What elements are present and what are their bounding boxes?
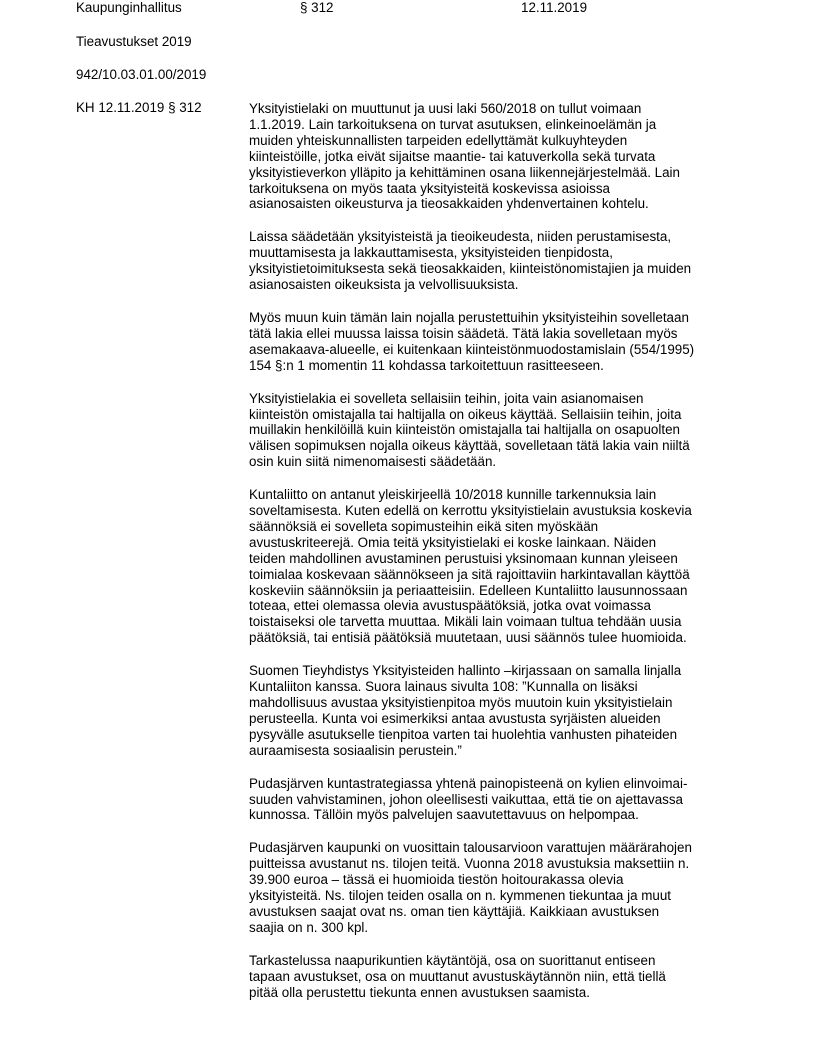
text-line: Kuntaliiton kanssa. Suora lainaus sivulta 108: ”Kunnalla on lisäksi [249,679,638,695]
text-line: toimialaa koskevaan säännökseen ja sitä rajoittaviin harkintavallan käyttöä [249,566,690,582]
text-line: koskeviin säännöksiin ja periaatteisiin. Edelleen Kuntaliitto lausunnossaan [249,582,688,598]
text-line: toistaiseksi ole tarvetta muuttaa. Mikäli lain voimaan tultua tehdään uusia [249,614,682,630]
body-paragraph [249,310,749,374]
text-line: Suomen Tieyhdistys Yksityisteiden hallinto –kirjassaan on samalla linjalla [249,663,682,679]
body-paragraph [249,953,749,1001]
text-line: välisen sopimuksen nojalla oikeus käyttää, sovelletaan tätä lakia vain niiltä [249,438,690,454]
text-line: Laissa säädetään yksityisteistä ja tieoikeudesta, niiden perustamisesta, [249,229,672,245]
body-paragraph [249,776,749,824]
body-text [249,101,749,1018]
text-line: Tarkastelussa naapurikuntien käytäntöjä, osa on suorittanut entiseen [249,952,656,968]
text-line: teiden mahdollinen avustaminen perustuisi yksinomaan kunnan yleiseen [249,550,678,566]
text-line: mahdollisuus avustaa yksityistienpitoa myös muutoin kuin yksityistielain [249,695,673,710]
text-line: suuden vahvistaminen, johon oleellisesti vaikuttaa, että tie on ajettavassa [249,791,683,807]
text-line: kiinteistöille, jotka eivät sijaitse maantie- tai katuverkolla sekä turvata [249,148,656,164]
text-line: Myös muun kuin tämän lain nojalla perustettuihin yksityisteihin sovelletaan [249,309,689,325]
text-line: saajia on n. 300 kpl. [249,919,369,935]
text-line: Yksityistielaki on muuttunut ja uusi laki 560/2018 on tullut voimaan [249,101,642,116]
text-line: tapaan avustukset, osa on muuttanut avustuskäytännön niin, että tiellä [249,968,666,984]
text-line: tarkoituksena on myös taata yksityisteitä koskevissa asioissa [249,180,610,196]
text-line: muillakin henkilöillä kuin kiinteistön omistajalla tai haltijalla on osapuolten [249,422,680,438]
text-line: pysyvälle asutukselle tienpitoa varten tai huolehtia vanhusten pihateiden [249,726,678,742]
text-line: asianosaisten oikeusturva ja tieosakkaiden yhdenvertainen kohtelu. [249,196,649,212]
header-date: 12.11.2019 [521,0,588,15]
text-line: yksityisteitä. Ns. tilojen teiden osalla on n. kymmenen tiekuntaa ja muut [249,888,672,904]
text-line: säännöksiä ei sovelleta sopimusteihin eikä siten myöskään [249,518,599,534]
text-line: avustuksen saajat ovat ns. oman tien käyttäjiä. Kaikkiaan avustuksen [249,903,660,919]
body-paragraph [249,663,749,758]
body-paragraph [249,487,749,646]
body-paragraph [249,840,749,935]
subject-title: Tieavustukset 2019 [76,34,192,49]
text-line: Pudasjärven kaupunki on vuosittain talousarvioon varattujen määrärahojen [249,840,692,856]
body-paragraph [249,101,749,212]
text-line: päätöksiä, tai entisiä päätöksiä muutetaan, uusi säännös tulee huomioida. [249,630,687,646]
text-line: Pudasjärven kuntastrategiassa yhtenä painopisteenä on kylien elinvoimai- [249,775,688,791]
text-line: kunnossa. Tällöin myös palvelujen saavutettavuus on helpompaa. [249,807,639,823]
header-section-number: § 312 [300,0,334,15]
header-body-name: Kaupunginhallitus [76,0,182,15]
text-line: soveltamisesta. Kuten edellä on kerrottu yksityistielain avustuksia koskevia [249,503,692,519]
text-line: avustuskriteerejä. Omia teitä yksityistielaki ei koske lainkaan. Näiden [249,534,657,550]
text-line: 39.900 euroa – tässä ei huomioida tiestön hoitourakassa olevia [249,872,624,888]
text-line: Kuntaliitto on antanut yleiskirjeellä 10/2018 kunnille tarkennuksia lain [249,487,657,503]
text-line: kiinteistön omistajalla tai haltijalla on oikeus käyttää. Sellaisiin teihin, joita [249,406,682,422]
text-line: perusteella. Kunta voi esimerkiksi antaa avustusta syrjäisten alueiden [249,710,661,726]
text-line: muuttamisesta ja lakkauttamisesta, yksityisteiden tienpidosta, [249,245,613,261]
text-line: tätä lakia ellei muussa laissa toisin säädetä. Tätä lakia sovelletaan myös [249,325,678,341]
body-paragraph [249,391,749,471]
text-line: 154 §:n 1 momentin 11 kohdassa tarkoitettuun rasitteeseen. [249,357,604,373]
text-line: asianosaisten oikeuksista ja velvollisuuksista. [249,277,519,293]
text-line: auraamisesta sosiaalisin perustein.” [249,742,462,758]
text-line: pitää olla perustettu tiekunta ennen avustuksen saamista. [249,984,590,1000]
text-line: toteaa, ettei olemassa olevia avustuspäätöksiä, jotka ovat voimassa [249,598,651,614]
text-line: yksityistietoimituksesta sekä tieosakkaiden, kiinteistönomistajien ja muiden [249,261,692,277]
meeting-reference: KH 12.11.2019 § 312 [76,100,202,115]
text-line: muiden yhteiskunnallisten tarpeiden edellyttämät kulkuyhteyden [249,132,628,148]
text-line: Yksityistielakia ei sovelleta sellaisiin teihin, joita vain asianomaisen [249,390,644,406]
text-line: yksityistieverkon ylläpito ja kehittäminen osana liikennejärjestelmää. Lain [249,164,680,180]
record-number: 942/10.03.01.00/2019 [76,67,207,82]
text-line: asemakaava-alueelle, ei kuitenkaan kiinteistönmuodostamislain (554/1995) [249,341,695,357]
text-line: osin kuin siitä nimenomaisesti säädetään. [249,454,497,470]
text-line: 1.1.2019. Lain tarkoituksena on turvat asutuksen, elinkeinoelämän ja [249,116,657,132]
text-line: puitteissa avustanut ns. tilojen teitä. Vuonna 2018 avustuksia maksettiin n. [249,856,690,872]
body-paragraph [249,229,749,293]
